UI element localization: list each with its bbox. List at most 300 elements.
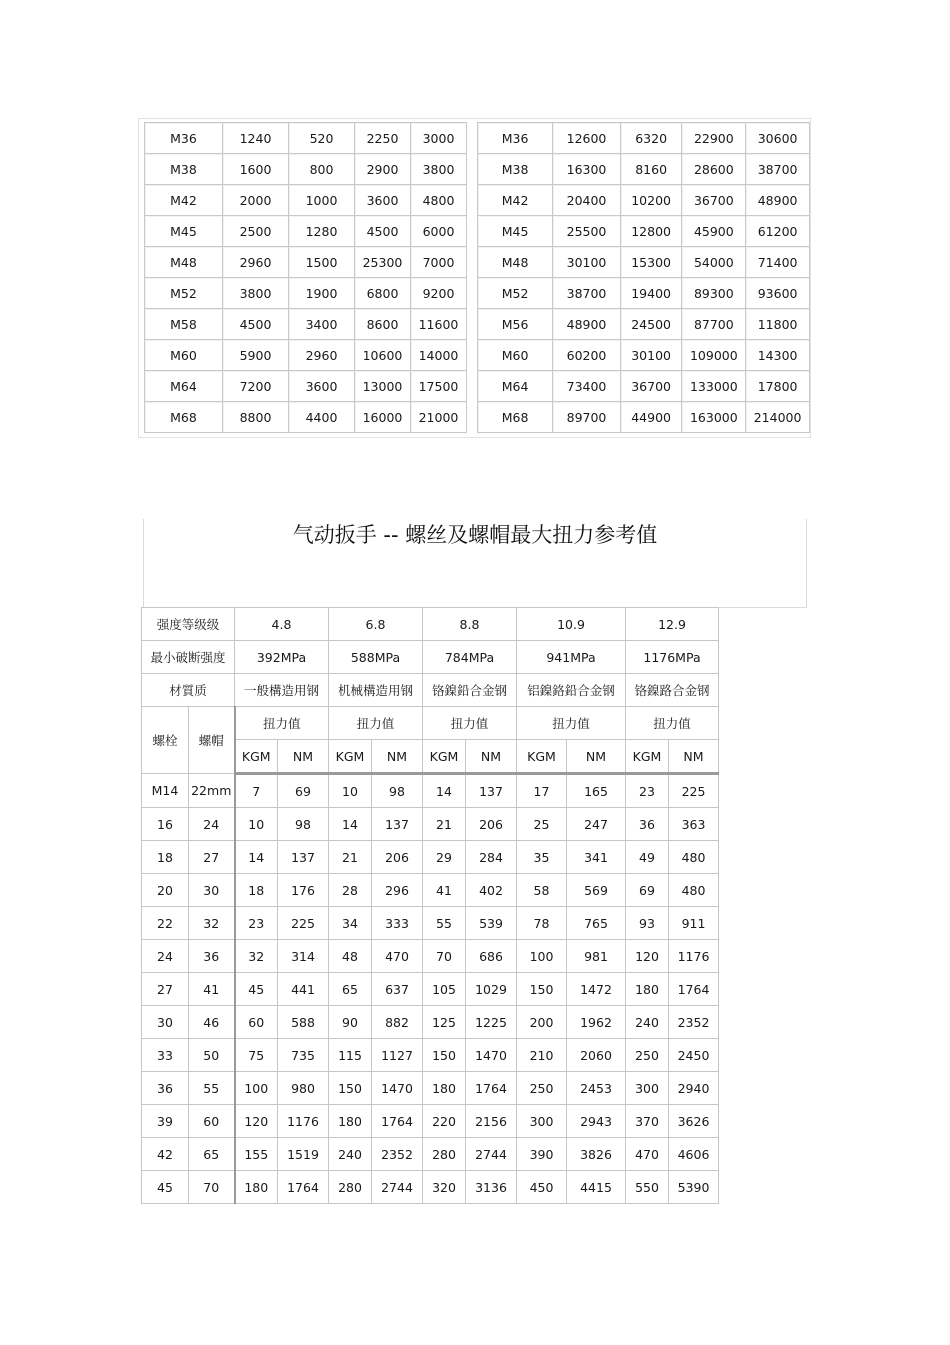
torque-value-cell: 14 xyxy=(329,808,372,841)
value-cell: 4800 xyxy=(411,185,467,216)
torque-value-cell: 23 xyxy=(235,907,278,940)
table-row xyxy=(142,774,719,808)
value-cell: 21000 xyxy=(411,402,467,433)
bolt-size-cell: M14 xyxy=(142,774,189,808)
table-row xyxy=(142,907,719,940)
table-row xyxy=(142,1138,719,1171)
torque-value-cell: 1176 xyxy=(278,1105,329,1138)
bolt-size-cell: M56 xyxy=(478,309,553,340)
value-cell: 14000 xyxy=(411,340,467,371)
torque-value-cell: 2156 xyxy=(466,1105,517,1138)
torque-value-cell: 363 xyxy=(669,808,719,841)
torque-value-cell: 49 xyxy=(626,841,669,874)
table-row xyxy=(478,340,810,371)
value-cell: 16300 xyxy=(553,154,621,185)
value-cell: 54000 xyxy=(682,247,746,278)
table-row xyxy=(145,154,467,185)
torque-value-cell: 1764 xyxy=(278,1171,329,1204)
value-cell: 109000 xyxy=(682,340,746,371)
top-torque-tables xyxy=(138,118,811,438)
nut-size-cell: 27 xyxy=(189,841,235,874)
grade-row xyxy=(142,608,719,641)
torque-value-cell: 2060 xyxy=(567,1039,626,1072)
value-cell: 2960 xyxy=(289,340,355,371)
value-cell: 16000 xyxy=(355,402,411,433)
torque-value-cell: 10 xyxy=(329,774,372,808)
torque-value-cell: 1764 xyxy=(466,1072,517,1105)
material-cell: 机械構造用钢 xyxy=(329,674,423,707)
table-row xyxy=(142,940,719,973)
torque-value-cell: 2453 xyxy=(567,1072,626,1105)
torque-value-cell: 1176 xyxy=(669,940,719,973)
torque-value-cell: 17 xyxy=(517,774,567,808)
nut-size-cell: 36 xyxy=(189,940,235,973)
value-cell: 4400 xyxy=(289,402,355,433)
value-cell: 12600 xyxy=(553,123,621,154)
torque-value-cell: 105 xyxy=(423,973,466,1006)
torque-value-cell: 48 xyxy=(329,940,372,973)
table-row xyxy=(145,247,467,278)
torque-value-cell: 280 xyxy=(329,1171,372,1204)
bolt-size-cell: M38 xyxy=(478,154,553,185)
torque-value-cell: 120 xyxy=(235,1105,278,1138)
bolt-size-cell: M42 xyxy=(145,185,223,216)
nut-size-cell: 30 xyxy=(189,874,235,907)
torque-value-cell: 75 xyxy=(235,1039,278,1072)
torque-value-cell: 137 xyxy=(278,841,329,874)
bolt-size-cell: M36 xyxy=(145,123,223,154)
value-cell: 28600 xyxy=(682,154,746,185)
value-cell: 48900 xyxy=(553,309,621,340)
table-row xyxy=(142,1171,719,1204)
value-cell: 10600 xyxy=(355,340,411,371)
value-cell: 11800 xyxy=(746,309,810,340)
bolt-size-cell: 18 xyxy=(142,841,189,874)
table-row xyxy=(478,247,810,278)
nut-size-cell: 46 xyxy=(189,1006,235,1039)
torque-value-cell: 2943 xyxy=(567,1105,626,1138)
torque-value-cell: 2744 xyxy=(466,1138,517,1171)
value-cell: 73400 xyxy=(553,371,621,402)
torque-value-cell: 284 xyxy=(466,841,517,874)
nut-size-cell: 22mm xyxy=(189,774,235,808)
table-row xyxy=(142,1072,719,1105)
value-cell: 4500 xyxy=(223,309,289,340)
torque-value-cell: 206 xyxy=(372,841,423,874)
torque-value-cell: 65 xyxy=(329,973,372,1006)
torque-value-cell: 90 xyxy=(329,1006,372,1039)
value-cell: 3400 xyxy=(289,309,355,340)
torque-value-cell: 2744 xyxy=(372,1171,423,1204)
torque-value-cell: 911 xyxy=(669,907,719,940)
table-row xyxy=(145,278,467,309)
torque-value-cell: 58 xyxy=(517,874,567,907)
bolt-size-cell: 24 xyxy=(142,940,189,973)
torque-value-cell: 21 xyxy=(329,841,372,874)
torque-value-cell: 1764 xyxy=(372,1105,423,1138)
bolt-size-cell: 30 xyxy=(142,1006,189,1039)
torque-value-cell: 1472 xyxy=(567,973,626,1006)
torque-value-cell: 225 xyxy=(669,774,719,808)
bolt-size-cell: M48 xyxy=(478,247,553,278)
value-cell: 30100 xyxy=(553,247,621,278)
torque-value-cell: 370 xyxy=(626,1105,669,1138)
torque-value-cell: 2352 xyxy=(669,1006,719,1039)
torque-value-cell: 176 xyxy=(278,874,329,907)
torque-value-cell: 1470 xyxy=(372,1072,423,1105)
torque-value-cell: 69 xyxy=(278,774,329,808)
value-cell: 1240 xyxy=(223,123,289,154)
torque-value-cell: 98 xyxy=(278,808,329,841)
value-cell: 89700 xyxy=(553,402,621,433)
torque-value-cell: 98 xyxy=(372,774,423,808)
value-cell: 1900 xyxy=(289,278,355,309)
nut-size-cell: 55 xyxy=(189,1072,235,1105)
torque-value-cell: 300 xyxy=(626,1072,669,1105)
unit-nm: NM xyxy=(669,740,719,774)
table-row xyxy=(145,371,467,402)
torque-value-cell: 35 xyxy=(517,841,567,874)
bolt-header: 螺栓 xyxy=(142,707,189,774)
bolt-size-cell: M48 xyxy=(145,247,223,278)
torque-value-cell: 588 xyxy=(278,1006,329,1039)
unit-nm: NM xyxy=(372,740,423,774)
value-cell: 9200 xyxy=(411,278,467,309)
value-cell: 71400 xyxy=(746,247,810,278)
material-cell: 铬鎳路合金钢 xyxy=(626,674,719,707)
value-cell: 4500 xyxy=(355,216,411,247)
torque-value-cell: 480 xyxy=(669,841,719,874)
unit-nm: NM xyxy=(278,740,329,774)
table-row xyxy=(478,123,810,154)
torque-value-cell: 120 xyxy=(626,940,669,973)
value-cell: 7200 xyxy=(223,371,289,402)
torque-value-cell: 333 xyxy=(372,907,423,940)
value-cell: 93600 xyxy=(746,278,810,309)
unit-kgm: KGM xyxy=(517,740,567,774)
value-cell: 6800 xyxy=(355,278,411,309)
torque-value-cell: 686 xyxy=(466,940,517,973)
torque-value-cell: 165 xyxy=(567,774,626,808)
value-cell: 3000 xyxy=(411,123,467,154)
nut-size-cell: 41 xyxy=(189,973,235,1006)
bolt-size-cell: M45 xyxy=(145,216,223,247)
torque-header: 扭力值 xyxy=(423,707,517,740)
bolt-size-cell: 39 xyxy=(142,1105,189,1138)
value-cell: 520 xyxy=(289,123,355,154)
torque-value-cell: 23 xyxy=(626,774,669,808)
table-row xyxy=(478,402,810,433)
torque-value-cell: 300 xyxy=(517,1105,567,1138)
bolt-size-cell: M64 xyxy=(145,371,223,402)
torque-value-cell: 34 xyxy=(329,907,372,940)
value-cell: 1600 xyxy=(223,154,289,185)
value-cell: 11600 xyxy=(411,309,467,340)
value-cell: 2250 xyxy=(355,123,411,154)
torque-value-cell: 2450 xyxy=(669,1039,719,1072)
table-row xyxy=(478,371,810,402)
torque-value-cell: 882 xyxy=(372,1006,423,1039)
table-row xyxy=(145,216,467,247)
material-row xyxy=(142,674,719,707)
torque-value-cell: 220 xyxy=(423,1105,466,1138)
value-cell: 25500 xyxy=(553,216,621,247)
value-cell: 2960 xyxy=(223,247,289,278)
torque-value-cell: 14 xyxy=(423,774,466,808)
bolt-size-cell: 22 xyxy=(142,907,189,940)
torque-value-cell: 765 xyxy=(567,907,626,940)
value-cell: 15300 xyxy=(620,247,682,278)
material-cell: 铬鎳鉛合金钢 xyxy=(423,674,517,707)
value-cell: 17800 xyxy=(746,371,810,402)
torque-value-cell: 155 xyxy=(235,1138,278,1171)
torque-value-cell: 450 xyxy=(517,1171,567,1204)
torque-value-cell: 206 xyxy=(466,808,517,841)
bolt-size-cell: 20 xyxy=(142,874,189,907)
bolt-size-cell: 33 xyxy=(142,1039,189,1072)
bolt-size-cell: M60 xyxy=(478,340,553,371)
nut-size-cell: 70 xyxy=(189,1171,235,1204)
nut-size-cell: 24 xyxy=(189,808,235,841)
grade-label: 强度等级级 xyxy=(142,608,235,641)
torque-value-cell: 320 xyxy=(423,1171,466,1204)
grade-cell: 6.8 xyxy=(329,608,423,641)
value-cell: 61200 xyxy=(746,216,810,247)
grade-cell: 4.8 xyxy=(235,608,329,641)
grade-cell: 8.8 xyxy=(423,608,517,641)
value-cell: 3800 xyxy=(223,278,289,309)
value-cell: 48900 xyxy=(746,185,810,216)
torque-value-cell: 28 xyxy=(329,874,372,907)
value-cell: 6000 xyxy=(411,216,467,247)
torque-value-cell: 14 xyxy=(235,841,278,874)
torque-value-cell: 637 xyxy=(372,973,423,1006)
value-cell: 8160 xyxy=(620,154,682,185)
bolt-size-cell: M68 xyxy=(478,402,553,433)
torque-value-cell: 470 xyxy=(626,1138,669,1171)
bolt-size-cell: M60 xyxy=(145,340,223,371)
torque-value-cell: 5390 xyxy=(669,1171,719,1204)
bolt-size-cell: M52 xyxy=(478,278,553,309)
torque-value-cell: 60 xyxy=(235,1006,278,1039)
value-cell: 12800 xyxy=(620,216,682,247)
torque-value-cell: 441 xyxy=(278,973,329,1006)
torque-value-cell: 70 xyxy=(423,940,466,973)
strength-cell: 941MPa xyxy=(517,641,626,674)
table-row xyxy=(142,1006,719,1039)
torque-value-cell: 280 xyxy=(423,1138,466,1171)
strength-cell: 392MPa xyxy=(235,641,329,674)
nut-header: 螺帽 xyxy=(189,707,235,774)
top-left-table xyxy=(144,122,467,433)
unit-kgm: KGM xyxy=(235,740,278,774)
value-cell: 2900 xyxy=(355,154,411,185)
torque-reference-table xyxy=(141,607,719,1204)
nut-size-cell: 60 xyxy=(189,1105,235,1138)
torque-value-cell: 36 xyxy=(626,808,669,841)
torque-value-cell: 21 xyxy=(423,808,466,841)
bolt-size-cell: M64 xyxy=(478,371,553,402)
torque-value-cell: 250 xyxy=(626,1039,669,1072)
value-cell: 214000 xyxy=(746,402,810,433)
torque-value-cell: 32 xyxy=(235,940,278,973)
value-cell: 89300 xyxy=(682,278,746,309)
torque-header: 扭力值 xyxy=(235,707,329,740)
value-cell: 13000 xyxy=(355,371,411,402)
table-row xyxy=(145,340,467,371)
unit-kgm: KGM xyxy=(423,740,466,774)
grade-cell: 10.9 xyxy=(517,608,626,641)
value-cell: 38700 xyxy=(746,154,810,185)
table-row xyxy=(142,808,719,841)
torque-value-cell: 1225 xyxy=(466,1006,517,1039)
torque-value-cell: 1029 xyxy=(466,973,517,1006)
value-cell: 14300 xyxy=(746,340,810,371)
value-cell: 45900 xyxy=(682,216,746,247)
torque-value-cell: 137 xyxy=(466,774,517,808)
torque-value-cell: 137 xyxy=(372,808,423,841)
table-row xyxy=(478,216,810,247)
value-cell: 60200 xyxy=(553,340,621,371)
torque-value-cell: 4606 xyxy=(669,1138,719,1171)
table-row xyxy=(142,874,719,907)
value-cell: 20400 xyxy=(553,185,621,216)
value-cell: 24500 xyxy=(620,309,682,340)
value-cell: 2500 xyxy=(223,216,289,247)
torque-value-cell: 7 xyxy=(235,774,278,808)
torque-value-cell: 4415 xyxy=(567,1171,626,1204)
value-cell: 36700 xyxy=(620,371,682,402)
value-cell: 6320 xyxy=(620,123,682,154)
torque-value-cell: 225 xyxy=(278,907,329,940)
table-row xyxy=(142,841,719,874)
torque-value-cell: 3136 xyxy=(466,1171,517,1204)
torque-value-cell: 100 xyxy=(235,1072,278,1105)
value-cell: 3600 xyxy=(289,371,355,402)
strength-cell: 1176MPa xyxy=(626,641,719,674)
torque-header: 扭力值 xyxy=(329,707,423,740)
torque-value-cell: 3826 xyxy=(567,1138,626,1171)
value-cell: 44900 xyxy=(620,402,682,433)
value-cell: 5900 xyxy=(223,340,289,371)
torque-value-cell: 210 xyxy=(517,1039,567,1072)
bolt-size-cell: M52 xyxy=(145,278,223,309)
torque-value-cell: 150 xyxy=(517,973,567,1006)
bolt-size-cell: 16 xyxy=(142,808,189,841)
value-cell: 800 xyxy=(289,154,355,185)
torque-value-cell: 78 xyxy=(517,907,567,940)
value-cell: 163000 xyxy=(682,402,746,433)
material-cell: 铝鎳鉻鉛合金钢 xyxy=(517,674,626,707)
unit-kgm: KGM xyxy=(626,740,669,774)
value-cell: 1000 xyxy=(289,185,355,216)
value-cell: 133000 xyxy=(682,371,746,402)
value-cell: 38700 xyxy=(553,278,621,309)
torque-value-cell: 41 xyxy=(423,874,466,907)
strength-label: 最小破断强度 xyxy=(142,641,235,674)
torque-value-cell: 240 xyxy=(329,1138,372,1171)
strength-cell: 784MPa xyxy=(423,641,517,674)
torque-header: 扭力值 xyxy=(517,707,626,740)
table-row xyxy=(145,402,467,433)
torque-value-cell: 150 xyxy=(423,1039,466,1072)
table-row xyxy=(478,185,810,216)
torque-value-cell: 390 xyxy=(517,1138,567,1171)
torque-value-cell: 480 xyxy=(669,874,719,907)
torque-value-cell: 1962 xyxy=(567,1006,626,1039)
torque-value-cell: 180 xyxy=(329,1105,372,1138)
unit-kgm: KGM xyxy=(329,740,372,774)
value-cell: 1500 xyxy=(289,247,355,278)
bolt-size-cell: 27 xyxy=(142,973,189,1006)
value-cell: 36700 xyxy=(682,185,746,216)
value-cell: 3800 xyxy=(411,154,467,185)
nut-size-cell: 32 xyxy=(189,907,235,940)
torque-value-cell: 1470 xyxy=(466,1039,517,1072)
torque-value-cell: 240 xyxy=(626,1006,669,1039)
torque-header: 扭力值 xyxy=(626,707,719,740)
torque-value-cell: 180 xyxy=(626,973,669,1006)
value-cell: 25300 xyxy=(355,247,411,278)
table-row xyxy=(145,123,467,154)
grade-cell: 12.9 xyxy=(626,608,719,641)
torque-value-cell: 569 xyxy=(567,874,626,907)
torque-value-cell: 93 xyxy=(626,907,669,940)
torque-value-cell: 981 xyxy=(567,940,626,973)
torque-value-cell: 296 xyxy=(372,874,423,907)
torque-value-cell: 25 xyxy=(517,808,567,841)
value-cell: 1280 xyxy=(289,216,355,247)
torque-value-cell: 1519 xyxy=(278,1138,329,1171)
torque-value-cell: 247 xyxy=(567,808,626,841)
material-cell: 一般構造用钢 xyxy=(235,674,329,707)
nut-size-cell: 50 xyxy=(189,1039,235,1072)
torque-value-cell: 115 xyxy=(329,1039,372,1072)
bolt-size-cell: M36 xyxy=(478,123,553,154)
value-cell: 8600 xyxy=(355,309,411,340)
bolt-size-cell: 45 xyxy=(142,1171,189,1204)
material-label: 材質质 xyxy=(142,674,235,707)
value-cell: 8800 xyxy=(223,402,289,433)
bolt-size-cell: M45 xyxy=(478,216,553,247)
torque-value-cell: 470 xyxy=(372,940,423,973)
bolt-size-cell: 42 xyxy=(142,1138,189,1171)
value-cell: 87700 xyxy=(682,309,746,340)
strength-row xyxy=(142,641,719,674)
top-right-table xyxy=(477,122,810,433)
torque-value-cell: 735 xyxy=(278,1039,329,1072)
bolt-size-cell: M58 xyxy=(145,309,223,340)
torque-value-cell: 3626 xyxy=(669,1105,719,1138)
bolt-size-cell: M42 xyxy=(478,185,553,216)
torque-value-cell: 55 xyxy=(423,907,466,940)
value-cell: 22900 xyxy=(682,123,746,154)
value-cell: 2000 xyxy=(223,185,289,216)
torque-value-cell: 45 xyxy=(235,973,278,1006)
torque-label-row xyxy=(142,707,719,740)
torque-value-cell: 2352 xyxy=(372,1138,423,1171)
torque-value-cell: 180 xyxy=(235,1171,278,1204)
bolt-size-cell: 36 xyxy=(142,1072,189,1105)
torque-value-cell: 539 xyxy=(466,907,517,940)
torque-value-cell: 200 xyxy=(517,1006,567,1039)
value-cell: 3600 xyxy=(355,185,411,216)
table-row xyxy=(478,154,810,185)
table-row xyxy=(142,1105,719,1138)
torque-value-cell: 180 xyxy=(423,1072,466,1105)
unit-nm: NM xyxy=(567,740,626,774)
title-box xyxy=(143,519,807,608)
